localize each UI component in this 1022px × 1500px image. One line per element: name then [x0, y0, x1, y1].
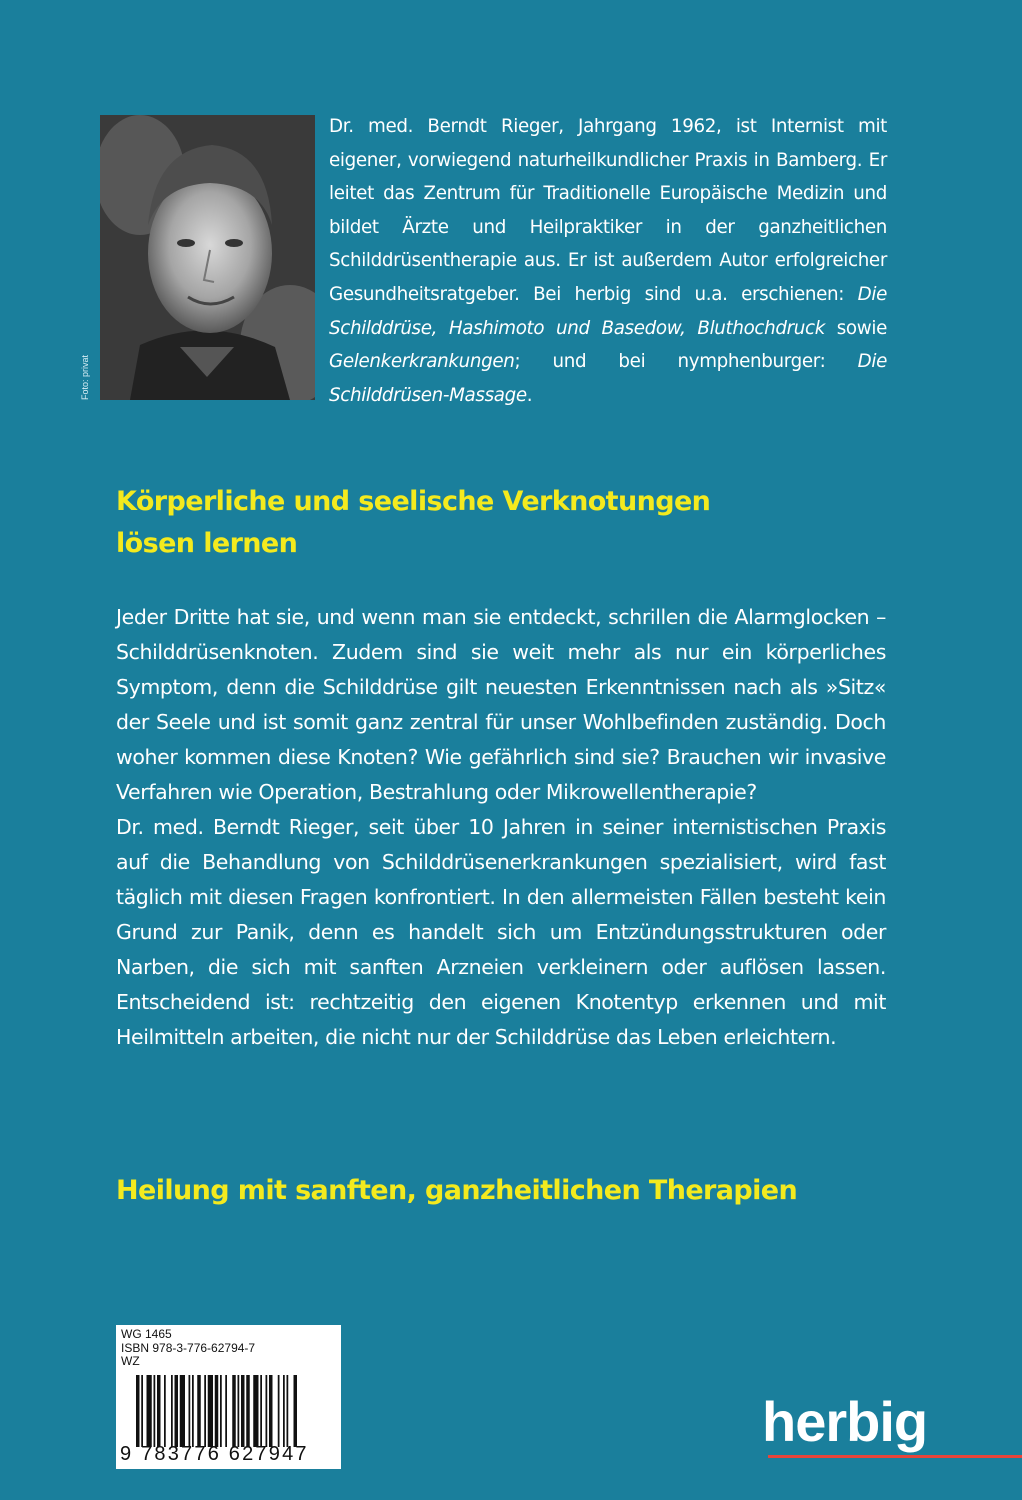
bio-title-2: Gelenkerkrankungen — [329, 351, 515, 373]
bio-text-1: Dr. med. Berndt Rieger, Jahrgang 1962, ist Internist mit eigener, vorwiegend naturheilkundlicher Praxis in Bamberg. Er leitet das Zentrum für Traditionelle Europäische Medizin und bildet Ärzte und Heilpraktiker in der ganzheitlichen Schilddrüsentherapie aus. Er ist außerdem Autor erfolgreicher Gesundheitsratgeber. Bei herbig sind u.a. erschienen: — [329, 116, 887, 305]
publisher-logo: herbig — [762, 1390, 928, 1453]
bio-title-3: Die Schilddrüsen-Massage — [329, 351, 887, 406]
wz-code: WZ — [121, 1354, 140, 1368]
barcode-digits: 9 783776 627947 — [120, 1443, 309, 1465]
photo-credit: Foto: privat — [80, 354, 90, 400]
author-photo — [100, 115, 315, 400]
bio-text-3: ; und bei nymphenburger: — [514, 351, 858, 373]
wg-code: WG 1465 — [121, 1327, 172, 1341]
bio-text-2: sowie — [824, 317, 887, 339]
description-paragraph-1: Jeder Dritte hat sie, und wenn man sie entdeckt, schrillen die Alarmglocken – Schilddrüsenknoten. Zudem sind sie weit mehr als nur ein körperliches Symptom, denn die Schilddrüse gilt neuesten Erkenntnissen nach als »Sitz« der Seele und ist somit ganz zentral für unser Wohlbefinden zuständig. Doch woher kommen diese Knoten? Wie gefährlich sind sie? Brauchen wir invasive Verfahren wie Operation, Bestrahlung oder Mikrowellentherapie? — [116, 605, 886, 804]
headline-primary-line-1: Körperliche und seelische Verknotungen — [116, 486, 711, 517]
isbn-label — [116, 1325, 341, 1469]
headline-primary-line-2: lösen lernen — [116, 528, 298, 559]
isbn-meta — [121, 1328, 255, 1369]
description-paragraph-2: Dr. med. Berndt Rieger, seit über 10 Jahren in seiner internistischen Praxis auf die Behandlung von Schilddrüsenerkrankungen spezialisiert, wird fast täglich mit diesen Fragen konfrontiert. In den allermeisten Fällen besteht kein Grund zur Panik, denn es handelt sich um Entzündungsstrukturen oder Narben, die sich mit sanften Arzneien verkleinern oder auflösen lassen. Entscheidend ist: rechtzeitig den eigenen Knotentyp erkennen und mit Heilmitteln arbeiten, die nicht nur der Schilddrüse das Leben erleichtern. — [116, 815, 886, 1049]
bio-title-1: Die Schilddrüse, Hashimoto und Basedow, Bluthochdruck — [329, 283, 887, 339]
author-bio — [329, 110, 887, 412]
headline-secondary: Heilung mit sanften, ganzheitlichen Therapien — [116, 1175, 798, 1206]
barcode-icon — [136, 1375, 336, 1447]
logo-underline — [768, 1455, 1022, 1458]
isbn-number: ISBN 978-3-776-62794-7 — [121, 1340, 256, 1355]
book-description — [116, 600, 886, 1055]
bio-text-4: . — [526, 384, 533, 406]
headline-primary — [116, 481, 710, 565]
